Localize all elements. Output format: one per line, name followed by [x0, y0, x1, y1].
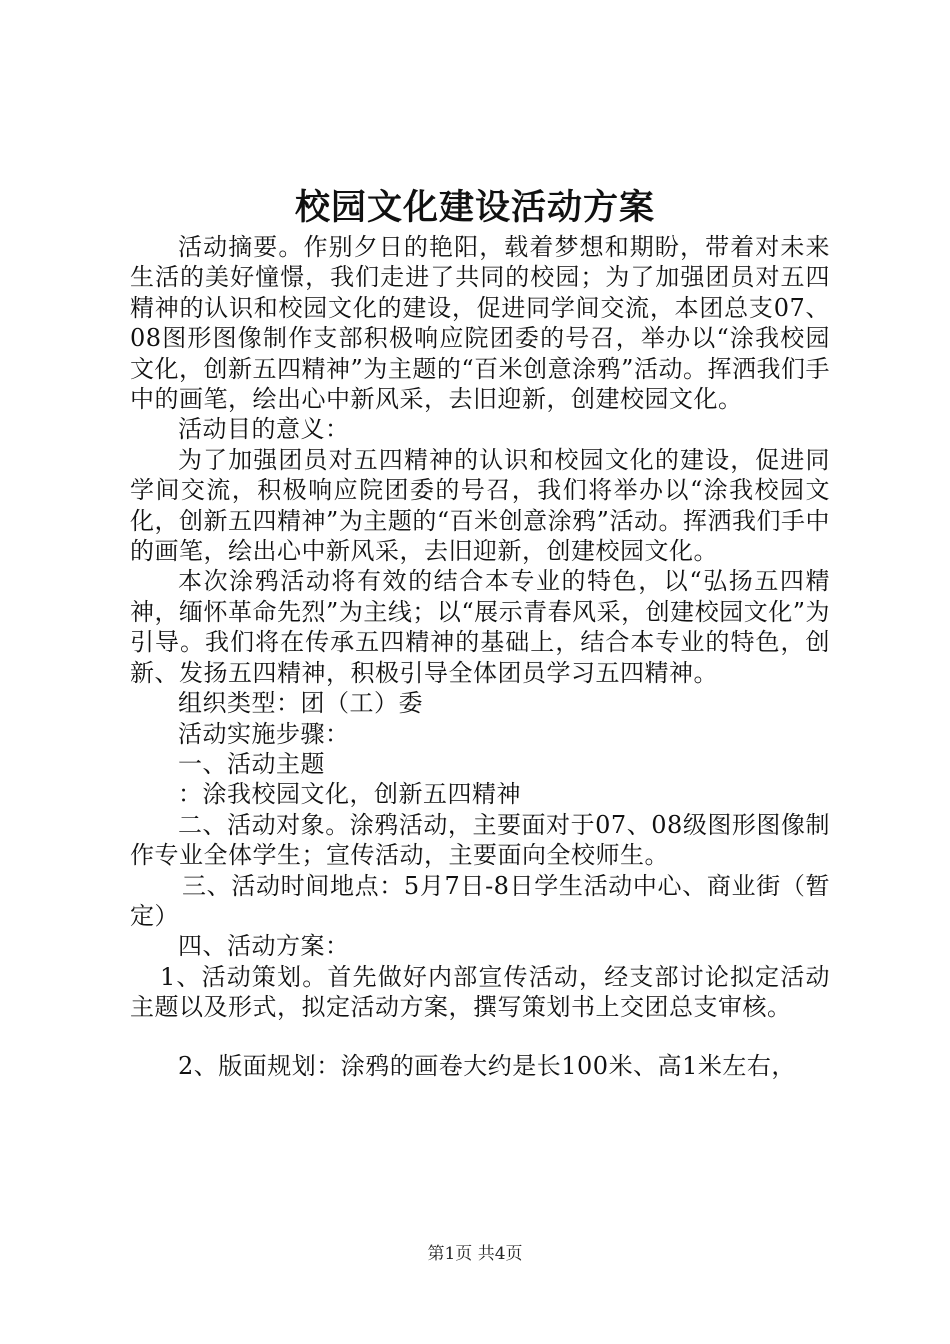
paragraph-theme: ：涂我校园文化，创新五四精神	[178, 780, 521, 809]
paragraph-org-type: 组织类型：团（工）委	[178, 689, 423, 718]
page-number-footer: 第1页 共4页	[427, 1244, 523, 1264]
paragraph-planning: 1、活动策划。首先做好内部宣传活动，经支部讨论拟定活动主题以及形式，拟定活动方案，撰写策划书上交团总支审核。	[130, 962, 830, 1022]
document-body	[130, 232, 830, 1081]
paragraph-layout: 2、版面规划：涂鸦的画卷大约是长100米、高1米左右，	[178, 1051, 796, 1080]
paragraph-steps-heading: 活动实施步骤：	[178, 719, 350, 748]
paragraph-audience: 二、活动对象。涂鸦活动，主要面对于07、08级图形图像制作专业全体学生；宣传活动，主要面向全校师生。	[130, 810, 830, 870]
paragraph-time-place: 三、活动时间地点：5月7日-8日学生活动中心、商业街（暂定）	[130, 871, 830, 930]
paragraph-features: 本次涂鸦活动将有效的结合本专业的特色，以“弘扬五四精神，缅怀革命先烈”为主线；以“展示青春风采，创建校园文化”为引导。我们将在传承五四精神的基础上，结合本专业的特色，创新、发扬五四精神，积极引导全体团员学习五四精神。	[130, 567, 830, 687]
paragraph-purpose: 为了加强团员对五四精神的认识和校园文化的建设，促进同学间交流，积极响应院团委的号召，我们将举办以“涂我校园文化，创新五四精神”为主题的“百米创意涂鸦”活动。挥洒我们手中的画笔，绘出心中新风采，去旧迎新，创建校园文化。	[130, 445, 830, 566]
paragraph-plan-heading: 四、活动方案：	[178, 932, 350, 961]
page-title: 校园文化建设活动方案	[294, 187, 655, 228]
paragraph-summary: 活动摘要。作别夕日的艳阳，载着梦想和期盼，带着对未来生活的美好憧憬，我们走进了共同的校园；为了加强团员对五四精神的认识和校园文化的建设，促进同学间交流，本团总支07、08图形图像制作支部积极响应院团委的号召，举办以“涂我校园文化，创新五四精神”为主题的“百米创意涂鸦”活动。挥洒我们手中的画笔，绘出心中新风采，去旧迎新，创建校园文化。	[130, 233, 830, 414]
paragraph-purpose-heading: 活动目的意义：	[178, 415, 350, 444]
paragraph-theme-heading: 一、活动主题	[178, 749, 325, 778]
